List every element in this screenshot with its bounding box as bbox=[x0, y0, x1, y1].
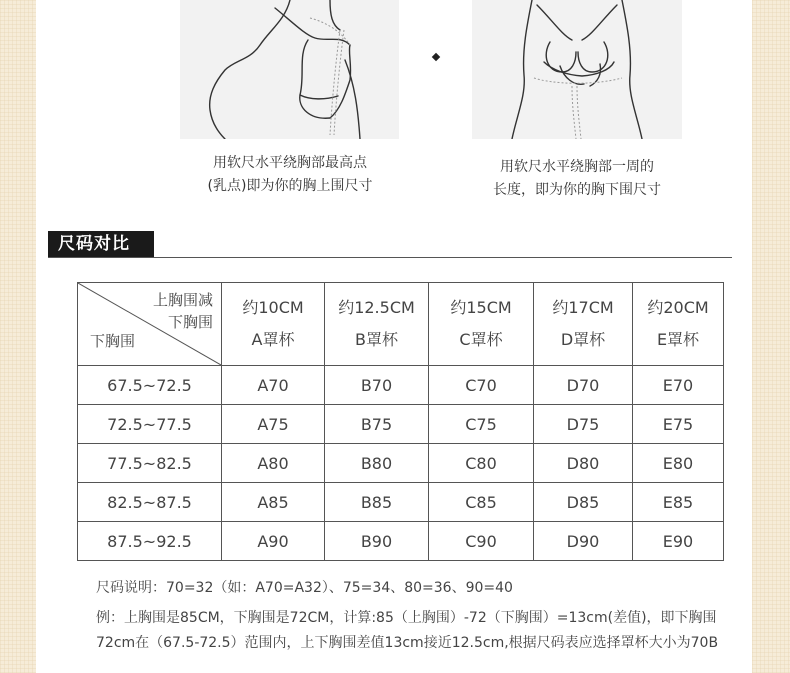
size-cell: B85 bbox=[325, 483, 429, 522]
overbust-sketch bbox=[180, 0, 399, 139]
table-row bbox=[78, 366, 724, 405]
table-row bbox=[78, 405, 724, 444]
diamond-bullet-icon bbox=[432, 53, 440, 61]
overbust-caption bbox=[160, 152, 420, 198]
size-cell: A70 bbox=[222, 366, 325, 405]
table-row bbox=[78, 444, 724, 483]
row-range: 67.5~72.5 bbox=[78, 366, 222, 405]
column-diff: 约15CM bbox=[450, 298, 512, 317]
table-corner-cell bbox=[78, 283, 222, 366]
column-diff: 约17CM bbox=[552, 298, 614, 317]
column-header-b bbox=[325, 283, 429, 366]
size-cell: D70 bbox=[534, 366, 633, 405]
size-cell: B80 bbox=[325, 444, 429, 483]
column-header-a bbox=[222, 283, 325, 366]
size-cell: C80 bbox=[429, 444, 534, 483]
size-cell: A75 bbox=[222, 405, 325, 444]
size-cell: E90 bbox=[633, 522, 724, 561]
size-cell: D85 bbox=[534, 483, 633, 522]
column-cup: A罩杯 bbox=[251, 330, 295, 349]
column-diff: 约10CM bbox=[242, 298, 304, 317]
size-cell: C70 bbox=[429, 366, 534, 405]
size-cell: B90 bbox=[325, 522, 429, 561]
measure-overbust-illustration bbox=[180, 0, 399, 139]
corner-column-label bbox=[153, 289, 213, 333]
table-header-row bbox=[78, 283, 724, 366]
size-calculation-example: 例：上胸围是85CM，下胸围是72CM，计算:85（上胸围）-72（下胸围）=13cm(差值)，即下胸围72cm在（67.5-72.5）范围内，上下胸围差值13cm接近12.5cm,根据尺码表应选择罩杯大小为70B bbox=[96, 610, 719, 651]
overbust-caption-line-1: 用软尺水平绕胸部最高点 bbox=[213, 155, 367, 171]
row-range: 82.5~87.5 bbox=[78, 483, 222, 522]
size-cell: A90 bbox=[222, 522, 325, 561]
size-cell: E80 bbox=[633, 444, 724, 483]
underbust-caption-line-1: 用软尺水平绕胸部一周的 bbox=[500, 159, 654, 175]
size-cell: A80 bbox=[222, 444, 325, 483]
column-header-d bbox=[534, 283, 633, 366]
corner-column-label-line-1: 上胸围减 bbox=[152, 291, 213, 309]
measure-underbust-illustration bbox=[472, 0, 682, 139]
column-diff: 约12.5CM bbox=[338, 298, 415, 317]
size-cell: D80 bbox=[534, 444, 633, 483]
size-cell: E75 bbox=[633, 405, 724, 444]
column-header-c bbox=[429, 283, 534, 366]
content-panel bbox=[36, 0, 752, 673]
column-cup: E罩杯 bbox=[656, 330, 700, 349]
section-divider bbox=[48, 257, 732, 258]
table-row bbox=[78, 483, 724, 522]
column-diff: 约20CM bbox=[647, 298, 709, 317]
row-range: 77.5~82.5 bbox=[78, 444, 222, 483]
section-title: 尺码对比 bbox=[58, 234, 130, 254]
overbust-caption-line-2: (乳点)即为你的胸上围尺寸 bbox=[207, 178, 373, 194]
size-cell: A85 bbox=[222, 483, 325, 522]
size-conversion-note: 尺码说明：70=32（如：A70=A32）、75=34、80=36、90=40 bbox=[96, 580, 513, 596]
table-row bbox=[78, 522, 724, 561]
column-cup: B罩杯 bbox=[355, 330, 398, 349]
size-cell: D90 bbox=[534, 522, 633, 561]
size-cell: C75 bbox=[429, 405, 534, 444]
size-cell: C90 bbox=[429, 522, 534, 561]
underbust-caption-line-2: 长度，即为你的胸下围尺寸 bbox=[493, 182, 661, 198]
row-range: 87.5~92.5 bbox=[78, 522, 222, 561]
size-cell: E85 bbox=[633, 483, 724, 522]
corner-row-label: 下胸围 bbox=[90, 332, 136, 350]
size-cell: E70 bbox=[633, 366, 724, 405]
size-cell: B75 bbox=[325, 405, 429, 444]
size-comparison-table bbox=[77, 282, 724, 561]
size-cell: C85 bbox=[429, 483, 534, 522]
corner-column-label-line-2: 下胸围 bbox=[167, 313, 213, 331]
size-notes bbox=[96, 576, 736, 656]
column-cup: C罩杯 bbox=[459, 330, 503, 349]
size-cell: D75 bbox=[534, 405, 633, 444]
underbust-sketch bbox=[472, 0, 682, 139]
underbust-caption bbox=[452, 156, 702, 202]
row-range: 72.5~77.5 bbox=[78, 405, 222, 444]
column-cup: D罩杯 bbox=[560, 330, 606, 349]
size-cell: B70 bbox=[325, 366, 429, 405]
column-header-e bbox=[633, 283, 724, 366]
